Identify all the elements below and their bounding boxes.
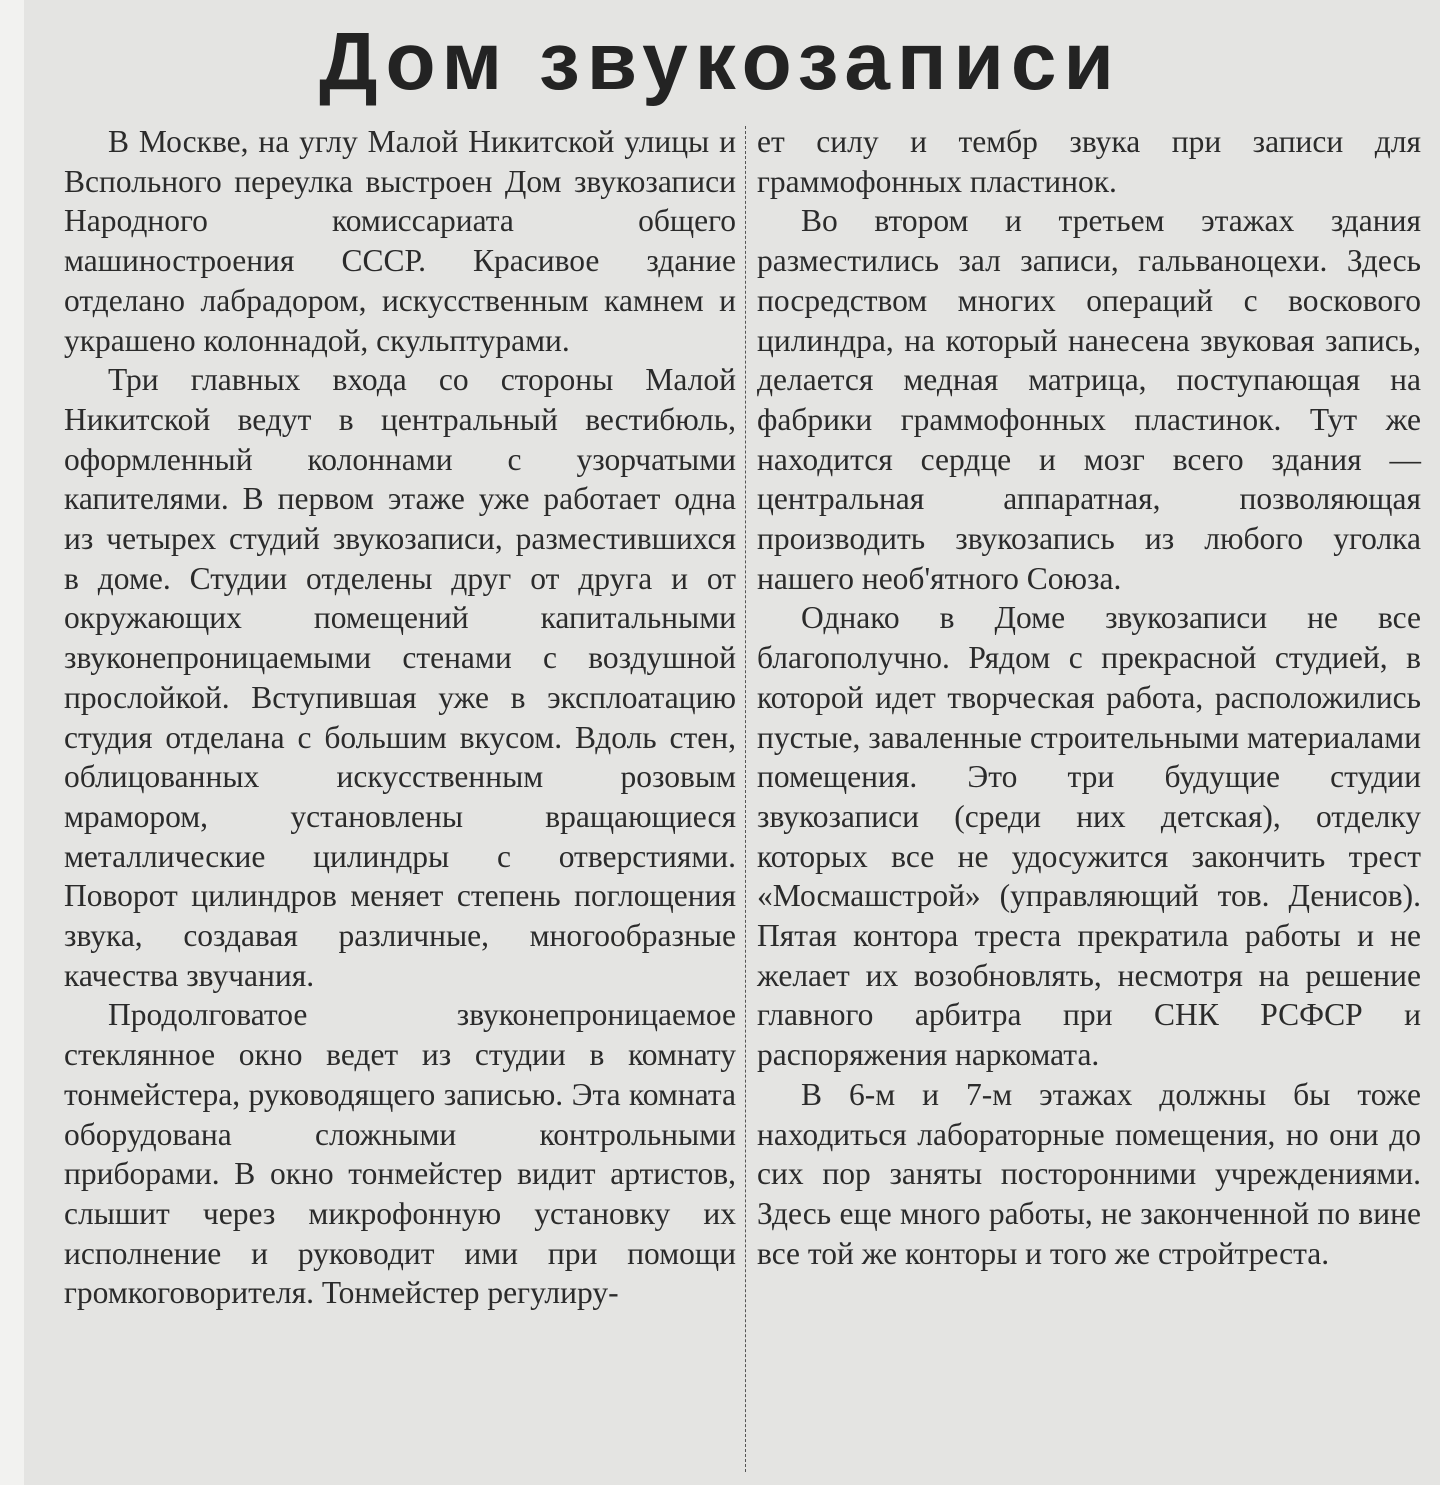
- left-column: [64, 122, 736, 1313]
- paragraph: Три главных входа со стороны Малой Никитской ведут в центральный вестибюль, оформленный колоннами с узорчатыми капителями. В первом этаже уже работает одна из четырех студий звукозаписи, разместившихся в доме. Студии отделены друг от друга и от окружающих помещений капитальными звуконепроницаемыми стенами с воздушной прослойкой. Вступившая уже в эксплоатацию студия отделана с большим вкусом. Вдоль стен, облицованных искусственным розовым мрамором, установлены вращающиеся металлические цилиндры с отверстиями. Поворот цилиндров меняет степень поглощения звука, создавая различные, многообразные качества звучания.: [64, 362, 736, 993]
- article-title: Дом звукозаписи: [319, 16, 1121, 107]
- paragraph: Во втором и третьем этажах здания разместились зал записи, гальваноцехи. Здесь посредством многих операций с воскового цилиндра, на который нанесена звуковая запись, делается медная матрица, поступающая на фабрики граммофонных пластинок. Тут же находится сердце и мозг всего здания — центральная аппаратная, позволяющая производить звукозапись из любого уголка нашего необ'ятного Союза.: [757, 203, 1421, 596]
- paragraph-continuation: ет силу и тембр звука при записи для граммофонных пластинок.: [757, 124, 1421, 199]
- page-margin: [0, 0, 24, 1485]
- column-divider: [745, 126, 746, 1472]
- paragraph: В Москве, на углу Малой Никитской улицы и Вспольного переулка выстроен Дом звукозаписи Народного комиссариата общего машиностроения СССР. Красивое здание отделано лабрадором, искусственным камнем и украшено колоннадой, скульптурами.: [64, 124, 736, 358]
- right-column: [757, 122, 1421, 1273]
- paragraph: Продолговатое звуконепроницаемое стеклянное окно ведет из студии в комнату тонмейстера, руководящего записью. Эта комната оборудована сложными контрольными приборами. В окно тонмейстер видит артистов, слышит через микрофонную установку их исполнение и руководит ими при помощи громкоговорителя. Тонмейстер регулиру-: [64, 997, 736, 1311]
- paragraph: В 6-м и 7-м этажах должны бы тоже находиться лабораторные помещения, но они до сих пор заняты посторонними учреждениями. Здесь еще много работы, не законченной по вине все той же конторы и того же стройтреста.: [757, 1076, 1421, 1271]
- paragraph: Однако в Доме звукозаписи не все благополучно. Рядом с прекрасной студией, в которой идет творческая работа, расположились пустые, заваленные строительными материалами помещения. Это три будущие студии звукозаписи (среди них детская), отделку которых все не удосужится закончить трест «Мосмашстрой» (управляющий тов. Денисов). Пятая контора треста прекратила работы и не желает их возобновлять, несмотря на решение главного арбитра при СНК РСФСР и распоряжения наркомата.: [757, 600, 1421, 1073]
